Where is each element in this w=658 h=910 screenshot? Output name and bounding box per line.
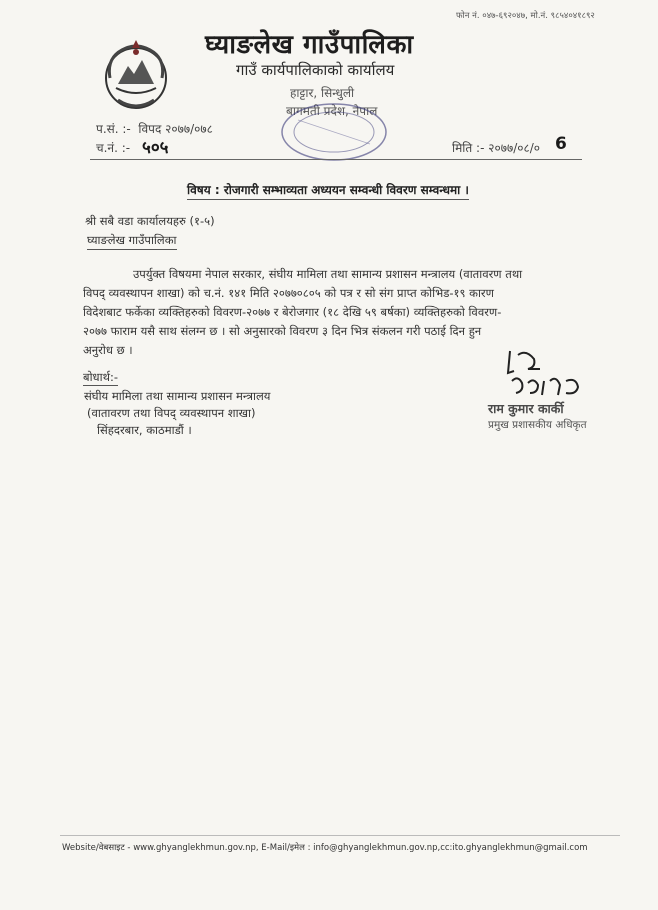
footer-divider bbox=[60, 835, 620, 836]
nepal-emblem-icon bbox=[96, 36, 176, 116]
address-line-2: बागमती प्रदेश, नेपाल bbox=[286, 104, 378, 118]
patra-sankhya: प.सं. :- विपद २०७७/०७८ bbox=[96, 122, 213, 136]
cc-line: सिंहदरबार, काठमाडौं । bbox=[97, 423, 192, 437]
chalani-label: च.नं. :- bbox=[96, 141, 131, 155]
body-line: विदेशबाट फर्केका व्यक्तिहरुको विवरण-२०७७ र बेरोजगार (१८ देखि ५९ बर्षका) व्यक्तिहरुको विवरण- bbox=[83, 305, 502, 319]
subject-line: विषय : रोजगारी सम्भाव्यता अध्ययन सम्वन्धी विवरण सम्वन्धमा । bbox=[187, 181, 469, 200]
date-label: मिति :- २०७७/०८/० bbox=[452, 141, 541, 155]
body-line: २०७७ फाराम यसै साथ संलग्न छ । सो अनुसारको विवरण ३ दिन भित्र संकलन गरी पठाई दिन हुन bbox=[83, 324, 482, 338]
cc-line: संघीय मामिला तथा सामान्य प्रशासन मन्त्रालय bbox=[84, 389, 271, 403]
office-subtitle: गाउँ कार्यपालिकाको कार्यालय bbox=[236, 61, 395, 79]
bodhartha-label: बोधार्थ:- bbox=[83, 370, 118, 384]
office-stamp-icon bbox=[278, 100, 390, 164]
recipient-line-1: श्री सबै वडा कार्यालयहरु (१-५) bbox=[85, 214, 215, 228]
cc-line: (वातावरण तथा विपद् व्यवस्थापन शाखा) bbox=[87, 406, 256, 420]
header-divider bbox=[90, 159, 582, 160]
date-handwritten: 6 bbox=[555, 134, 567, 154]
signer-designation: प्रमुख प्रशासकीय अधिकृत bbox=[488, 419, 587, 431]
recipient-line-2: घ्याङलेख गाउँपालिका bbox=[87, 233, 177, 250]
signer-name: राम कुमार कार्की bbox=[488, 401, 564, 416]
body-line: विपद् व्यवस्थापन शाखा) को च.नं. १४१ मिति २०७७०८०५ को पत्र र सो संग प्राप्त कोभिड-१९ कारण bbox=[83, 286, 494, 300]
body-line: उपर्युक्त विषयमा नेपाल सरकार, संघीय मामिला तथा सामान्य प्रशासन मन्त्रालय (वातावरण तथा bbox=[133, 267, 523, 281]
municipality-title: घ्याङलेख गाउँपालिका bbox=[205, 30, 414, 60]
phone-numbers: फोन नं. ०४७-६९२०४७, मो.नं. ९८५४०४१८९२ bbox=[456, 11, 595, 21]
footer-contact: Website/वेबसाइट - www.ghyanglekhmun.gov.np, E-Mail/इमेल : info@ghyanglekhmun.gov.np,cc:ito.ghyanglekhmun@gmail.com bbox=[62, 843, 588, 853]
body-line: अनुरोध छ । bbox=[83, 343, 133, 357]
address-line-1: हाट्टार, सिन्धुली bbox=[290, 86, 355, 100]
chalani-number: ५०५ bbox=[142, 138, 169, 158]
